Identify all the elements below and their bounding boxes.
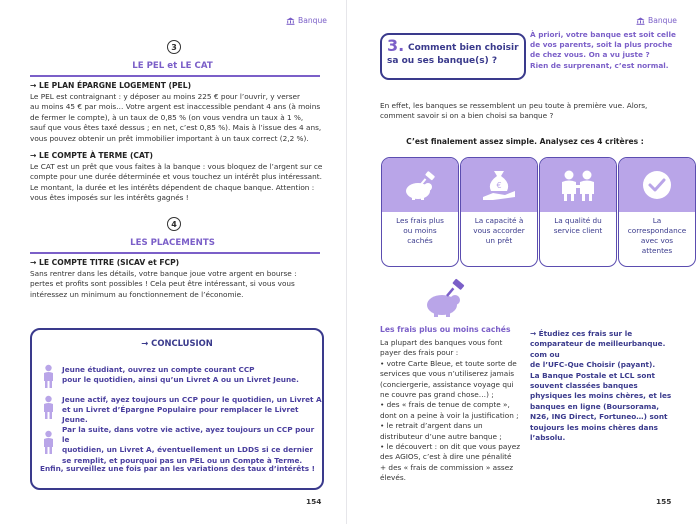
criteria-label: Les frais plus ou moins cachés xyxy=(396,216,444,245)
chapter-title-line2: sa ou ses banque(s) ? xyxy=(387,56,498,66)
page-number: 155 xyxy=(656,497,672,506)
page-number: 154 xyxy=(306,497,322,506)
conclusion-box xyxy=(30,328,324,490)
section-title: LES PLACEMENTS xyxy=(130,238,215,248)
conclusion-title: → CONCLUSION xyxy=(141,338,213,348)
fees-text: La plupart des banques vous font payer des frais pour : • votre Carte Bleue, et toute sorte de services que vous n’utiliserez jamais (conciergerie, assistance voyage qui ne couvre pas grand chose…) ; • des « frais de tenue de compte », dont on a peine à voir la justification ; • le retrait d’argent dans un distributeur d’une autre banque ; • le découvert : on dit que vous payez des AGIOS, c’est à dire une pénalité + des « frais de commission » assez élevés. xyxy=(380,338,521,483)
criteria-label: La correspondance avec vos attentes xyxy=(627,216,687,255)
chapter-number: 3. xyxy=(387,36,405,55)
criteria-card-match xyxy=(618,157,696,267)
page-gutter xyxy=(346,0,347,524)
adult-icon xyxy=(42,430,55,454)
student-icon xyxy=(42,364,55,388)
piggy-bank-auction-icon xyxy=(400,169,440,201)
bank-icon xyxy=(286,17,295,25)
money-bag-hand-icon xyxy=(479,167,519,203)
fees-title: Les frais plus ou moins cachés xyxy=(380,325,511,334)
check-icon xyxy=(640,168,674,202)
conclusion-final-text: Enfin, surveillez une fois par an les variations des taux d’intérêts ! xyxy=(40,464,315,473)
bank-icon xyxy=(636,17,645,25)
worker-icon xyxy=(42,395,55,419)
conclusion-student-text: Jeune étudiant, ouvrez un compte courant CCP pour le quotidien, ainsi qu’un Livret A ou un Livret Jeune. xyxy=(62,365,299,385)
divider xyxy=(30,75,320,77)
criteria-label: La qualité du service client xyxy=(553,216,603,235)
section-number: 3 xyxy=(167,40,181,54)
pel-title: → LE PLAN ÉPARGNE LOGEMENT (PEL) xyxy=(30,81,192,90)
criteria-card-loan xyxy=(460,157,538,267)
pel-text: Le PEL est contraignant : y déposer au moins 225 € pour l’ouvrir, y verser au moins 45 € par mois… Votre argent est inaccessible pendant 4 ans (à moins de fermer le compte), à un taux de 0,85 % (on vous vendra un taux à 1 %, sauf que vous êtes taxé dessus ; en net, c’est 0,85 %). Mais à l’issue des 4 ans, vous pouvez obtenir un prêt immobilier important à un taux correct (2,2 %). xyxy=(30,92,322,143)
divider xyxy=(30,252,320,254)
section-tag-label: Banque xyxy=(298,16,327,25)
cat-text: Le CAT est un prêt que vous faites à la banque : vous bloquez de l’argent sur ce compte pour une durée déterminée et vous touchez un intérêt plus intéressant. Le montant, la durée et les intérêts dépendent de chaque banque. Attention : vous êtes imposés sur les intérêts gagnés ! xyxy=(30,162,323,203)
advisor-client-icon xyxy=(558,168,598,202)
titre-title: → LE COMPTE TITRE (SICAV et FCP) xyxy=(30,258,180,267)
criteria-card-service xyxy=(539,157,617,267)
svg-text:€: € xyxy=(496,181,502,190)
criteria-label: La capacité à vous accorder un prêt xyxy=(473,216,525,245)
left-page xyxy=(0,0,345,524)
section-tag-label: Banque xyxy=(648,16,677,25)
criteria-intro: C’est finalement assez simple. Analysez ces 4 critères : xyxy=(406,137,644,146)
piggy-bank-auction-icon xyxy=(422,278,470,318)
cat-title: → LE COMPTE À TERME (CAT) xyxy=(30,151,153,160)
section-number: 4 xyxy=(167,217,181,231)
intro-highlight: À priori, votre banque est soit celle de vos parents, soit la plus proche de chez vous. On a vu juste ? Rien de surprenant, c’est normal. xyxy=(530,30,676,70)
conclusion-worker-text: Jeune actif, ayez toujours un CCP pour le quotidien, un Livret A et un Livret d’Épargne Populaire pour remplacer le Livret Jeune. xyxy=(62,395,322,425)
criteria-card-fees xyxy=(381,157,459,267)
conclusion-adult-text: Par la suite, dans votre vie active, ayez toujours un CCP pour le quotidien, un Livret A, éventuellement un LDDS si ce dernier se remplit, et pourquoi pas un PEL ou un Compte à Terme. xyxy=(62,425,315,465)
section-title: LE PEL et LE CAT xyxy=(132,61,213,71)
fees-side-note: → Étudiez ces frais sur le comparateur de meilleurbanque. com ou de l’UFC-Que Choisir (payant). La Banque Postale et LCL sont souvent classées banques physiques les moins chères, et les banques en ligne (Boursorama, N26, ING Direct, Fortuneo…) sont toujours les moins chères dans l’absolu. xyxy=(530,329,672,443)
section-tag xyxy=(636,16,677,25)
titre-text: Sans rentrer dans les détails, votre banque joue votre argent en bourse : pertes et profits sont possibles ! Cela peut être intéressant, si vous vous intéressez un minimum au fonctionnement de l’économie. xyxy=(30,269,297,299)
intro-text: En effet, les banques se ressemblent un peu toute à première vue. Alors, comment savoir si on a bien choisi sa banque ? xyxy=(380,101,648,121)
chapter-title: Comment bien choisir xyxy=(408,43,519,53)
right-page xyxy=(350,0,700,524)
section-tag xyxy=(286,16,327,25)
chapter-heading xyxy=(380,33,526,80)
